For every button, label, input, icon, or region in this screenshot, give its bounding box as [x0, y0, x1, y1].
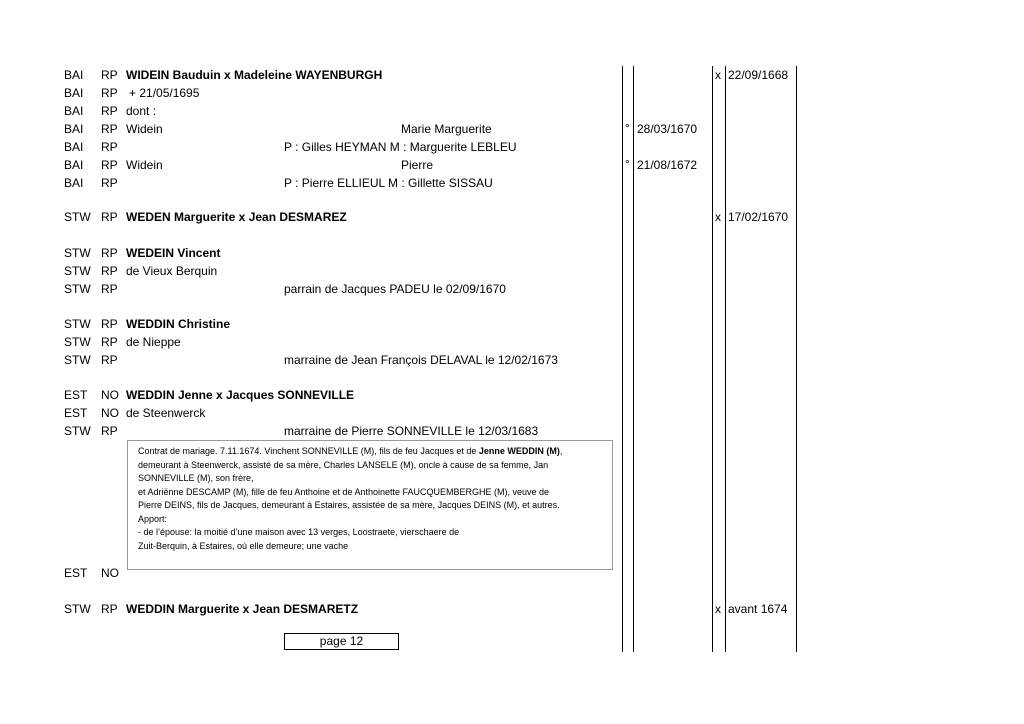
parish-code: STW	[64, 246, 91, 260]
godparent-note: parrain de Jacques PADEU le 02/09/1670	[284, 282, 506, 296]
register-code: RP	[101, 210, 118, 224]
register-code: NO	[101, 566, 119, 580]
origin: de Vieux Berquin	[126, 264, 218, 278]
register-code: RP	[101, 122, 118, 136]
godparents: P : Gilles HEYMAN M : Marguerite LEBLEU	[284, 140, 517, 154]
note-line: Apport:	[138, 513, 168, 524]
entry-name: WEDEN Marguerite x Jean DESMAREZ	[126, 210, 347, 224]
birth-mark: °	[625, 157, 630, 171]
note-line: demeurant à Steenwerck, assisté de sa mère, Charles LANSELE (M), oncle à cause de sa femme, Jan	[138, 459, 549, 470]
register-code: RP	[101, 246, 118, 260]
note-line: SONNEVILLE (M), son frère,	[138, 473, 254, 483]
entry-name: Widein	[126, 122, 163, 136]
parish-code: EST	[64, 388, 88, 402]
entry-text: dont :	[126, 104, 157, 118]
note-text: Contrat de mariage. 7.11.1674. Vinchent SONNEVILLE (M), fils de feu Jacques et de	[138, 446, 479, 456]
parish-code: BAI	[64, 86, 84, 100]
register-code: RP	[101, 317, 118, 331]
godparent-note: marraine de Pierre SONNEVILLE le 12/03/1683	[284, 424, 539, 438]
entry-name: WEDEIN Vincent	[126, 246, 221, 260]
marriage-mark: x	[715, 210, 721, 224]
parish-code: STW	[64, 282, 91, 296]
register-code: RP	[101, 176, 118, 190]
parish-code: BAI	[64, 158, 84, 172]
register-code: RP	[101, 353, 118, 367]
parish-code: BAI	[64, 104, 84, 118]
note-line: et Adriënne DESCAMP (M), fille de feu Anthoine et de Anthoinette FAUCQUEMBERGHE (M), veuve de	[138, 486, 550, 497]
child-name: Pierre	[401, 158, 434, 172]
parish-code: STW	[64, 317, 91, 331]
parish-code: BAI	[64, 176, 84, 190]
parish-code: STW	[64, 210, 91, 224]
entry-name: WEDDIN Christine	[126, 317, 231, 331]
register-code: NO	[101, 406, 119, 420]
marriage-date: 22/09/1668	[728, 68, 789, 82]
entry-name: WIDEIN Bauduin x Madeleine WAYENBURGH	[126, 68, 383, 82]
register-code: RP	[101, 602, 118, 616]
register-code: RP	[101, 424, 118, 438]
birth-date: 28/03/1670	[637, 122, 698, 136]
column-rule	[633, 66, 634, 652]
register-code: RP	[101, 86, 118, 100]
entry-name: Widein	[126, 158, 163, 172]
register-code: RP	[101, 264, 118, 278]
note-line: Pierre DEINS, fils de Jacques, demeurant à Estaires, assistée de sa mère, Jacques DEINS (M), et autres.	[138, 500, 560, 510]
register-code: NO	[101, 388, 119, 402]
register-code: RP	[101, 158, 118, 172]
birth-mark: °	[625, 121, 630, 135]
page-number: page 12	[284, 633, 399, 650]
death-date: + 21/05/1695	[129, 86, 200, 100]
godparent-note: marraine de Jean François DELAVAL le 12/02/1673	[284, 353, 558, 367]
parish-code: STW	[64, 602, 91, 616]
child-name: Marie Marguerite	[401, 122, 492, 136]
entry-name: WEDDIN Marguerite x Jean DESMARETZ	[126, 602, 359, 616]
column-rule	[622, 66, 623, 652]
marriage-date: 17/02/1670	[728, 210, 789, 224]
entry-name: WEDDIN Jenne x Jacques SONNEVILLE	[126, 388, 355, 402]
parish-code: EST	[64, 406, 88, 420]
register-code: RP	[101, 104, 118, 118]
register-code: RP	[101, 140, 118, 154]
marriage-mark: x	[715, 602, 721, 616]
column-rule	[725, 66, 726, 652]
marriage-contract-note	[127, 440, 613, 570]
note-text: ,	[559, 446, 563, 456]
register-code: RP	[101, 335, 118, 349]
birth-date: 21/08/1672	[637, 158, 698, 172]
parish-code: STW	[64, 353, 91, 367]
column-rule	[796, 66, 797, 652]
parish-code: BAI	[64, 68, 84, 82]
note-line: Zuit-Berquin, à Estaires, où elle demeure; une vache	[138, 540, 349, 551]
parish-code: BAI	[64, 140, 84, 154]
parish-code: STW	[64, 264, 91, 278]
godparents: P : Pierre ELLIEUL M : Gillette SISSAU	[284, 176, 493, 190]
parish-code: STW	[64, 335, 91, 349]
column-rule	[712, 66, 713, 652]
parish-code: EST	[64, 566, 88, 580]
parish-code: BAI	[64, 122, 84, 136]
note-line	[138, 445, 602, 459]
register-code: RP	[101, 282, 118, 296]
register-code: RP	[101, 68, 118, 82]
marriage-date: avant 1674	[728, 602, 788, 616]
marriage-mark: x	[715, 68, 721, 82]
origin: de Steenwerck	[126, 406, 206, 420]
note-line: - de l’épouse: la moitié d’une maison avec 13 verges, Loostraete, vierschaere de	[138, 527, 460, 537]
origin: de Nieppe	[126, 335, 181, 349]
parish-code: STW	[64, 424, 91, 438]
note-highlight: Jenne WEDDIN (M)	[478, 446, 560, 456]
